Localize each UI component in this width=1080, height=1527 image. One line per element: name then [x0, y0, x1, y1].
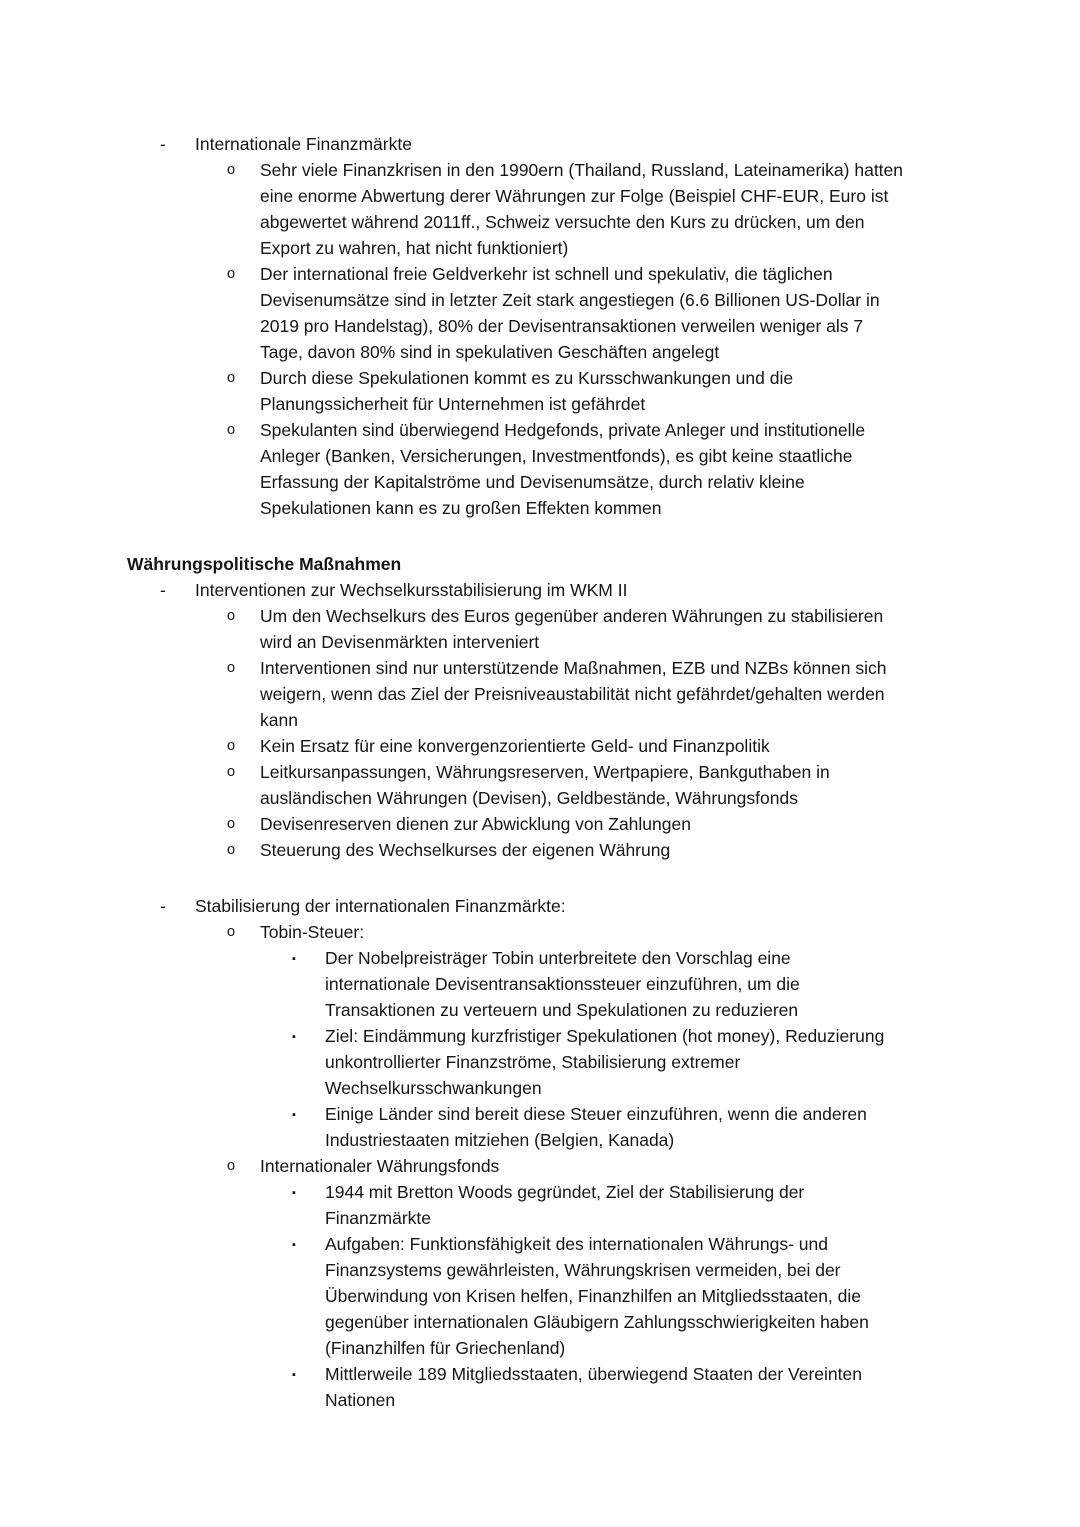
list-item-text	[325, 1023, 1080, 1101]
text-line: wird an Devisenmärkten interveniert	[260, 632, 540, 652]
text-line: Interventionen zur Wechselkursstabilisierung im WKM II	[195, 580, 628, 600]
circle-bullet-icon: o	[227, 816, 236, 832]
list-item-level3	[0, 1179, 1080, 1231]
text-line: Internationale Finanzmärkte	[195, 134, 412, 154]
list-item-level1	[0, 131, 1080, 157]
text-line: Anleger (Banken, Versicherungen, Investmentfonds), es gibt keine staatliche	[260, 446, 853, 466]
list-item-text	[325, 945, 1080, 1023]
document-content	[0, 131, 1080, 1413]
text-line: Einige Länder sind bereit diese Steuer einzuführen, wenn die anderen	[325, 1104, 867, 1124]
dash-bullet-icon: -	[160, 134, 166, 154]
text-line: Überwindung von Krisen helfen, Finanzhilfen an Mitgliedsstaaten, die	[325, 1286, 862, 1306]
text-line: Finanzmärkte	[325, 1208, 432, 1228]
text-line: Leitkursanpassungen, Währungsreserven, Wertpapiere, Bankguthaben in	[260, 762, 830, 782]
circle-bullet-icon: o	[227, 1158, 236, 1174]
list-item-text	[195, 577, 1080, 603]
circle-bullet-icon: o	[227, 608, 236, 624]
list-item-level2	[0, 811, 1080, 837]
text-line: unkontrollierter Finanzströme, Stabilisierung extremer	[325, 1052, 741, 1072]
list-item-text	[260, 603, 1080, 655]
list-item-text	[260, 837, 1080, 863]
text-line: Export zu wahren, hat nicht funktioniert)	[260, 238, 569, 258]
section-gap	[0, 521, 1080, 551]
list-item-level3	[0, 1361, 1080, 1413]
section-heading: Währungspolitische Maßnahmen	[127, 554, 402, 574]
list-item-level2	[0, 919, 1080, 945]
square-bullet-icon: ▪	[292, 1187, 296, 1199]
text-line: 2019 pro Handelstag), 80% der Devisentransaktionen verweilen weniger als 7	[260, 316, 864, 336]
text-line: Ziel: Eindämmung kurzfristiger Spekulationen (hot money), Reduzierung	[325, 1026, 885, 1046]
list-item-text	[260, 1153, 1080, 1179]
text-line: ausländischen Währungen (Devisen), Geldbestände, Währungsfonds	[260, 788, 798, 808]
text-line: weigern, wenn das Ziel der Preisniveaustabilität nicht gefährdet/gehalten werden	[260, 684, 885, 704]
list-item-level2	[0, 655, 1080, 733]
text-line: (Finanzhilfen für Griechenland)	[325, 1338, 566, 1358]
square-bullet-icon: ▪	[292, 953, 296, 965]
text-line: Spekulationen kann es zu großen Effekten kommen	[260, 498, 662, 518]
dash-bullet-icon: -	[160, 580, 166, 600]
list-item-text	[325, 1361, 1080, 1413]
list-item-level3	[0, 945, 1080, 1023]
text-line: Stabilisierung der internationalen Finanzmärkte:	[195, 896, 566, 916]
list-item-level2	[0, 365, 1080, 417]
text-line: Nationen	[325, 1390, 396, 1410]
text-line: Transaktionen zu verteuern und Spekulationen zu reduzieren	[325, 1000, 799, 1020]
list-item-text	[260, 261, 1080, 365]
text-line: abgewertet während 2011ff., Schweiz versuchte den Kurs zu drücken, um den	[260, 212, 865, 232]
text-line: eine enorme Abwertung derer Währungen zur Folge (Beispiel CHF-EUR, Euro ist	[260, 186, 889, 206]
list-item-level2	[0, 837, 1080, 863]
text-line: Wechselkursschwankungen	[325, 1078, 542, 1098]
list-item-level3	[0, 1101, 1080, 1153]
list-item-text	[260, 365, 1080, 417]
circle-bullet-icon: o	[227, 422, 236, 438]
text-line: Finanzsystems gewährleisten, Währungskrisen vermeiden, bei der	[325, 1260, 841, 1280]
text-line: Aufgaben: Funktionsfähigkeit des internationalen Währungs- und	[325, 1234, 828, 1254]
circle-bullet-icon: o	[227, 924, 236, 940]
text-line: Durch diese Spekulationen kommt es zu Kursschwankungen und die	[260, 368, 794, 388]
list-item-level3	[0, 1023, 1080, 1101]
square-bullet-icon: ▪	[292, 1239, 296, 1251]
text-line: Sehr viele Finanzkrisen in den 1990ern (Thailand, Russland, Lateinamerika) hatten	[260, 160, 904, 180]
text-line: Mittlerweile 189 Mitgliedsstaaten, überwiegend Staaten der Vereinten	[325, 1364, 862, 1384]
list-item-level2	[0, 603, 1080, 655]
text-line: Internationaler Währungsfonds	[260, 1156, 500, 1176]
text-line: Der international freie Geldverkehr ist schnell und spekulativ, die täglichen	[260, 264, 833, 284]
list-item-text	[325, 1179, 1080, 1231]
text-line: Devisenreserven dienen zur Abwicklung von Zahlungen	[260, 814, 691, 834]
circle-bullet-icon: o	[227, 370, 236, 386]
section-gap	[0, 863, 1080, 893]
list-item-level2	[0, 261, 1080, 365]
circle-bullet-icon: o	[227, 738, 236, 754]
list-item-level2	[0, 157, 1080, 261]
text-line: Steuerung des Wechselkurses der eigenen Währung	[260, 840, 671, 860]
square-bullet-icon: ▪	[292, 1109, 296, 1121]
circle-bullet-icon: o	[227, 162, 236, 178]
list-item-text	[260, 157, 1080, 261]
text-line: Erfassung der Kapitalströme und Devisenumsätze, durch relativ kleine	[260, 472, 805, 492]
list-item-level1	[0, 893, 1080, 919]
list-item-text	[260, 733, 1080, 759]
list-item-level3	[0, 1231, 1080, 1361]
circle-bullet-icon: o	[227, 842, 236, 858]
list-item-text	[325, 1101, 1080, 1153]
list-item-level2	[0, 417, 1080, 521]
circle-bullet-icon: o	[227, 660, 236, 676]
list-item-text	[325, 1231, 1080, 1361]
list-item-level2	[0, 733, 1080, 759]
dash-bullet-icon: -	[160, 896, 166, 916]
list-item-text	[260, 417, 1080, 521]
text-line: Tage, davon 80% sind in spekulativen Geschäften angelegt	[260, 342, 720, 362]
list-item-text	[260, 811, 1080, 837]
text-line: Industriestaaten mitziehen (Belgien, Kanada)	[325, 1130, 675, 1150]
list-item-text	[260, 759, 1080, 811]
text-line: gegenüber internationalen Gläubigern Zahlungsschwierigkeiten haben	[325, 1312, 869, 1332]
text-line: 1944 mit Bretton Woods gegründet, Ziel der Stabilisierung der	[325, 1182, 805, 1202]
list-item-level2	[0, 1153, 1080, 1179]
text-line: Der Nobelpreisträger Tobin unterbreitete den Vorschlag eine	[325, 948, 791, 968]
list-item-level2	[0, 759, 1080, 811]
text-line: internationale Devisentransaktionssteuer einzuführen, um die	[325, 974, 800, 994]
list-item-text	[195, 893, 1080, 919]
text-line: Interventionen sind nur unterstützende Maßnahmen, EZB und NZBs können sich	[260, 658, 887, 678]
list-item-text	[260, 655, 1080, 733]
text-line: Um den Wechselkurs des Euros gegenüber anderen Währungen zu stabilisieren	[260, 606, 884, 626]
list-item-text	[195, 131, 1080, 157]
circle-bullet-icon: o	[227, 266, 236, 282]
text-line: Devisenumsätze sind in letzter Zeit stark angestiegen (6.6 Billionen US-Dollar in	[260, 290, 880, 310]
square-bullet-icon: ▪	[292, 1369, 296, 1381]
list-item-level1	[0, 577, 1080, 603]
text-line: kann	[260, 710, 298, 730]
text-line: Kein Ersatz für eine konvergenzorientierte Geld- und Finanzpolitik	[260, 736, 770, 756]
text-line: Tobin-Steuer:	[260, 922, 365, 942]
text-line: Planungssicherheit für Unternehmen ist gefährdet	[260, 394, 646, 414]
circle-bullet-icon: o	[227, 764, 236, 780]
list-item-text	[260, 919, 1080, 945]
square-bullet-icon: ▪	[292, 1031, 296, 1043]
text-line: Spekulanten sind überwiegend Hedgefonds, private Anleger und institutionelle	[260, 420, 866, 440]
